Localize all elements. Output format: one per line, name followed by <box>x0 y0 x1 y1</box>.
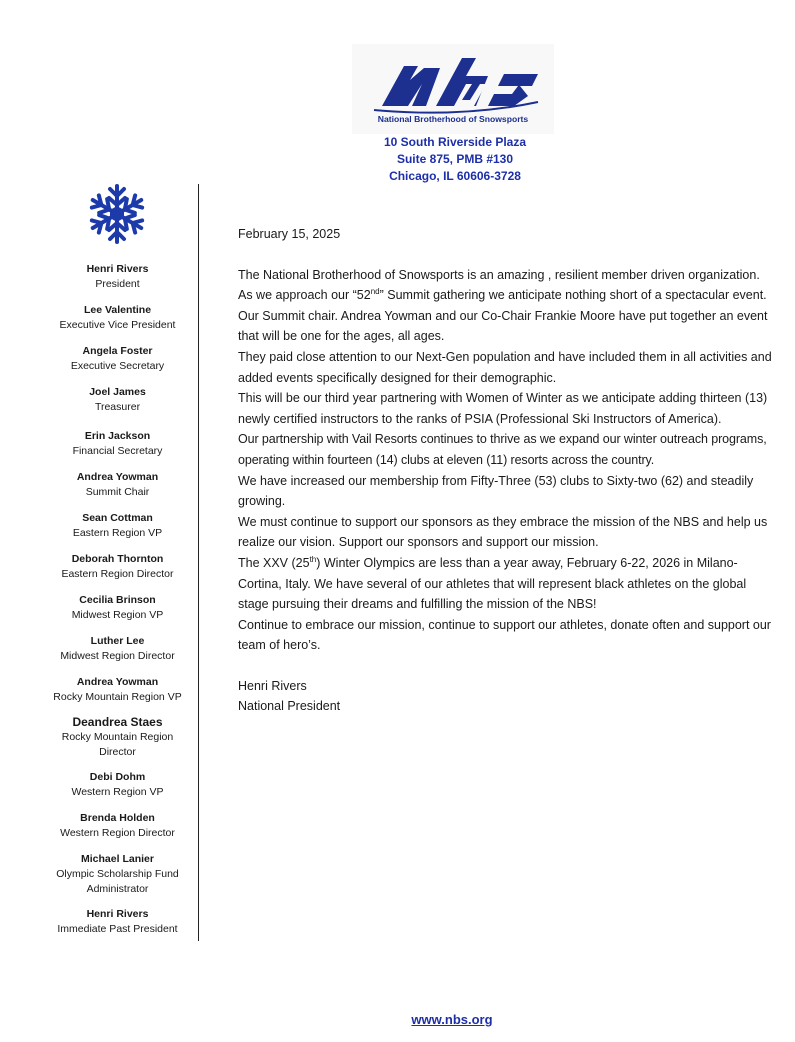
letter-paragraph: We must continue to support our sponsors as they embrace the mission of the NBS and help us realize our vision. Support our sponsors and support our mission. <box>238 514 768 550</box>
officer-entry <box>40 470 195 500</box>
website-link[interactable]: www.nbs.org <box>411 1012 493 1027</box>
officer-entry <box>40 344 195 374</box>
text-run: The XXV (25 <box>238 555 310 570</box>
officer-entry <box>40 593 195 623</box>
nbs-logo-mark <box>352 44 554 114</box>
address-line: 10 South Riverside Plaza <box>383 135 527 149</box>
officer-name: Luther Lee <box>90 635 145 647</box>
officer-entry <box>40 262 195 292</box>
officer-name: Deandrea Staes <box>72 715 163 729</box>
officer-entry <box>40 675 195 705</box>
officer-role: Western Region Director <box>60 827 175 839</box>
officer-entry <box>40 552 195 582</box>
signature-title: National President <box>238 699 341 714</box>
officer-entry <box>40 852 195 897</box>
snowflake-icon <box>78 183 156 245</box>
superscript: th <box>309 554 317 564</box>
text-run: ) Winter Olympics are less than a year away, February 6-22, 2026 in Milano-Cortina, Italy. We have several of our athletes that will represent black athletes on the global stage pursuing their dreams and fulfilling the mission of the NBS! <box>238 555 747 612</box>
officer-role: Eastern Region Director <box>61 568 174 580</box>
address-line: Suite 875, PMB #130 <box>396 152 514 166</box>
letter-paragraph: This will be our third year partnering with Women of Winter as we anticipate adding thirteen (13) newly certified instructors to the ranks of PSIA (Professional Ski Instructors of America). <box>238 391 768 426</box>
letter-body <box>238 224 773 717</box>
nbs-logo <box>352 44 554 134</box>
officer-list <box>40 262 195 937</box>
officer-name: Cecilia Brinson <box>79 594 156 606</box>
officer-entry <box>40 429 195 459</box>
officer-name: Joel James <box>89 386 146 398</box>
officer-name: Erin Jackson <box>84 430 151 442</box>
officer-entry <box>40 634 195 664</box>
officer-role: Western Region VP <box>71 786 164 798</box>
letter-paragraph: Continue to embrace our mission, continue to support our athletes, donate often and support our team of hero’s. <box>238 617 771 653</box>
letter-date: February 15, 2025 <box>238 227 341 241</box>
officer-name: Debi Dohm <box>89 771 146 783</box>
letter-paragraph: Our Summit chair. Andrea Yowman and our Co-Chair Frankie Moore have put together an event that will be one for the ages, all ages. <box>238 308 768 344</box>
logo-caption: National Brotherhood of Snowsports <box>377 114 529 124</box>
officer-name: Henri Rivers <box>86 263 149 275</box>
signature-name: Henri Rivers <box>238 678 307 693</box>
officer-role: Executive Vice President <box>59 319 176 331</box>
officer-role: Rocky Mountain Region Director <box>61 731 174 758</box>
officer-entry <box>40 907 195 937</box>
officer-role: Financial Secretary <box>72 445 163 457</box>
officer-entry <box>40 770 195 800</box>
officer-name: Sean Cottman <box>82 512 153 524</box>
officer-name: Andrea Yowman <box>76 676 159 688</box>
address-block <box>355 134 555 185</box>
officer-role: Midwest Region Director <box>60 650 175 662</box>
text-run: ” Summit gathering we anticipate nothing short of a spectacular event. <box>379 288 767 303</box>
officer-name: Andrea Yowman <box>76 471 159 483</box>
officer-role: Eastern Region VP <box>72 527 163 539</box>
officer-name: Lee Valentine <box>83 304 152 316</box>
officer-role: Summit Chair <box>85 486 150 498</box>
officer-entry <box>40 715 195 760</box>
officer-role: Olympic Scholarship Fund Administrator <box>56 868 179 895</box>
letter-paragraph: Our partnership with Vail Resorts continues to thrive as we expand our winter outreach programs, operating within fourteen (14) clubs at eleven (11) resorts across the country. <box>238 432 767 467</box>
officer-entry <box>40 303 195 333</box>
footer <box>0 1012 795 1027</box>
officer-role: Treasurer <box>94 401 141 413</box>
officer-name: Michael Lanier <box>81 853 154 865</box>
officer-entry <box>40 385 195 415</box>
superscript: nd <box>370 287 380 297</box>
officer-entry <box>40 511 195 541</box>
letter-paragraph: They paid close attention to our Next-Gen population and have included them in all activities and added events specifically designed for their demographic. <box>238 349 772 385</box>
officer-role: Rocky Mountain Region VP <box>53 691 182 703</box>
text-run: As we approach our “52 <box>238 288 371 303</box>
officer-name: Deborah Thornton <box>71 553 164 565</box>
officer-name: Brenda Holden <box>80 812 155 824</box>
sidebar-divider <box>198 184 199 941</box>
officer-role: Executive Secretary <box>70 360 165 372</box>
officer-role: Midwest Region VP <box>71 609 164 621</box>
letter-paragraph: The National Brotherhood of Snowsports is an amazing , resilient member driven organization. <box>238 267 760 282</box>
officer-name: Henri Rivers <box>86 908 149 920</box>
officer-name: Angela Foster <box>82 345 153 357</box>
letter-paragraph <box>238 285 773 306</box>
address-line: Chicago, IL 60606-3728 <box>389 169 521 183</box>
letter-paragraph <box>238 553 773 615</box>
letter-paragraph: We have increased our membership from Fifty-Three (53) clubs to Sixty-two (62) and steadily growing. <box>238 473 754 509</box>
officer-role: President <box>95 278 140 290</box>
officer-entry <box>40 811 195 841</box>
officer-role: Immediate Past President <box>57 923 178 935</box>
